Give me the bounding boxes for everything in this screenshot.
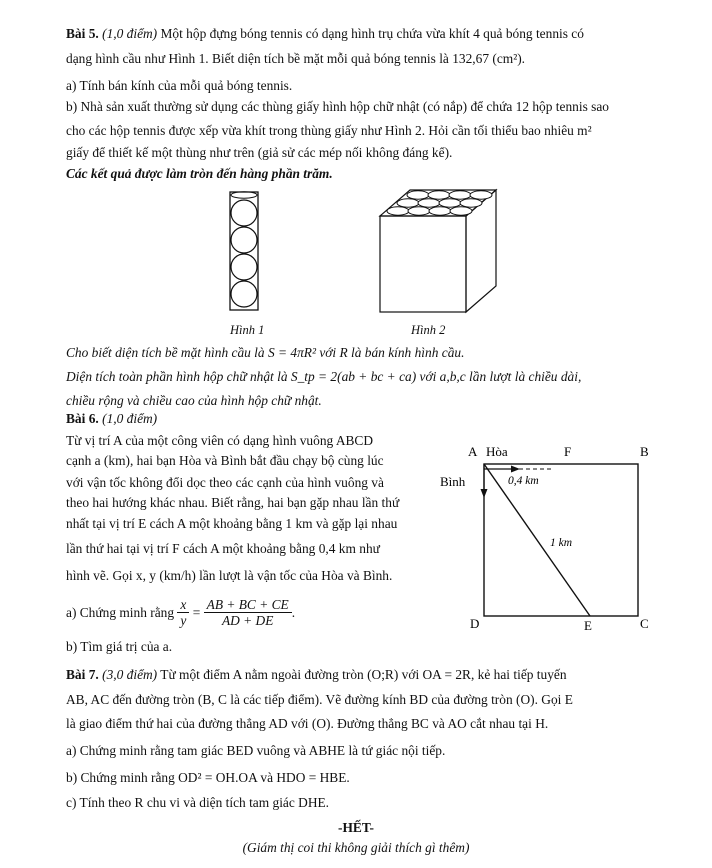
- b5-box-formula-1: Diện tích toàn phần hình hộp chữ nhật là S_tp = 2(ab + bc + ca) với a,b,c lần lượt là chiều dài,: [66, 369, 582, 384]
- b7-line-2: AB, AC đến đường tròn (B, C là các tiếp điểm). Vẽ đường kính BD của đường tròn (O). Gọi E: [66, 692, 573, 707]
- b7-score: (3,0 điểm): [102, 667, 158, 682]
- frac-y: y: [180, 613, 187, 628]
- b6-line-2: cạnh a (km), hai bạn Hòa và Bình bắt đầu chạy bộ cùng lúc: [66, 453, 384, 468]
- b5-rounding-note: Các kết quả được làm tròn đến hàng phần trăm.: [66, 166, 333, 181]
- label-B: B: [640, 444, 649, 459]
- b5-label: Bài 5.: [66, 26, 99, 41]
- b7-line-3: là giao điểm thứ hai của đường thẳng AD với (O). Đường thẳng BC và AO cắt nhau tại H.: [66, 716, 549, 731]
- label-dist-1: 1 km: [550, 537, 573, 549]
- b6-line-1: Từ vị trí A của một công viên có dạng hình vuông ABCD: [66, 433, 374, 448]
- b6-line-5: nhất tại vị trí E cách A một khoảng bằng 1 km và gặp lại nhau: [66, 516, 398, 531]
- b5-sphere-formula: Cho biết diện tích bề mặt hình cầu là S = 4πR² với R là bán kính hình cầu.: [66, 345, 465, 360]
- b5-box-formula-2: chiều rộng và chiều cao của hình hộp chữ nhật.: [66, 393, 322, 408]
- b7-part-c: c) Tính theo R chu vi và diện tích tam giác DHE.: [66, 795, 330, 810]
- ratio-x-y: [177, 597, 189, 628]
- label-binh: Bình: [440, 474, 466, 489]
- b6-heading: [66, 411, 157, 427]
- figure-2-caption: Hình 2: [411, 323, 446, 337]
- label-dist-04: 0,4 km: [508, 475, 539, 487]
- b6-part-a: a) Chứng minh rằng $\frac{x}{y}$ = $\frac{AB + BC + CE}{AD + DE}$ .: [66, 597, 296, 628]
- ratio-sides: [204, 597, 292, 628]
- label-A: A: [468, 444, 478, 459]
- label-hoa: Hòa: [486, 444, 508, 459]
- b7-label: Bài 7.: [66, 667, 99, 682]
- b5-line-2: dạng hình cầu như Hình 1. Biết diện tích bề mặt mỗi quả bóng tennis là 132,67 (cm²).: [66, 51, 526, 66]
- frac-num: AB + BC + CE: [204, 597, 292, 613]
- label-C: C: [640, 616, 649, 631]
- b6-part-a-prefix: a) Chứng minh rằng: [66, 605, 175, 620]
- b5-text-1: Một hộp đựng bóng tennis có dạng hình trụ chứa vừa khít 4 quả bóng tennis có: [157, 26, 584, 41]
- b6-line-4: theo hai hướng khác nhau. Biết rằng, hai bạn gặp nhau lần thứ: [66, 495, 400, 510]
- b6-line-7: hình vẽ. Gọi x, y (km/h) lần lượt là vận tốc của Hòa và Bình.: [66, 568, 393, 583]
- b6-line-3: với vận tốc không đổi dọc theo các cạnh của hình vuông và: [66, 475, 384, 490]
- b6-line-6: lần thứ hai tại vị trí F cách A một khoảng bằng 0,4 km như: [66, 541, 380, 556]
- b6-label: Bài 6.: [66, 411, 99, 426]
- b5-part-a: a) Tính bán kính của mỗi quả bóng tennis.: [66, 78, 293, 93]
- b7-text-1: Từ một điểm A nằm ngoài đường tròn (O;R) với OA = 2R, kẻ hai tiếp tuyến: [157, 667, 567, 682]
- end-marker: -HẾT-: [338, 820, 374, 835]
- b6-score: (1,0 điểm): [102, 411, 158, 426]
- figure-square-park: [440, 438, 662, 632]
- b5-line-1: [66, 26, 584, 42]
- label-E: E: [584, 618, 592, 632]
- b7-line-1: [66, 667, 567, 683]
- figure-1-caption: Hình 1: [230, 323, 265, 337]
- b5-part-b-1: b) Nhà sản xuất thường sử dụng các thùng giấy hình hộp chữ nhật (có nắp) để chứa 12 hộp tennis sao: [66, 99, 609, 114]
- frac-den: AD + DE: [221, 613, 274, 628]
- label-F: F: [564, 444, 572, 459]
- b7-part-a: a) Chứng minh rằng tam giác BED vuông và ABHE là tứ giác nội tiếp.: [66, 743, 446, 758]
- b5-part-b-2: cho các hộp tennis được xếp vừa khít trong thùng giấy như Hình 2. Hỏi cần tối thiểu bao nhiêu m²: [66, 123, 592, 138]
- b5-score: (1,0 điểm): [102, 26, 158, 41]
- b7-part-b: b) Chứng minh rằng OD² = OH.OA và HDO = HBE.: [66, 770, 350, 785]
- footer-note: (Giám thị coi thi không giải thích gì thêm): [242, 840, 470, 855]
- figure-2-carton-box: [376, 186, 502, 318]
- b6-part-b: b) Tìm giá trị của a.: [66, 639, 173, 654]
- figure-1-tennis-tube: [226, 190, 262, 312]
- frac-x: x: [177, 597, 189, 613]
- b5-part-b-3: giấy để thiết kế một thùng như trên (giả sử các mép nối không đáng kể).: [66, 145, 453, 160]
- label-D: D: [470, 616, 480, 631]
